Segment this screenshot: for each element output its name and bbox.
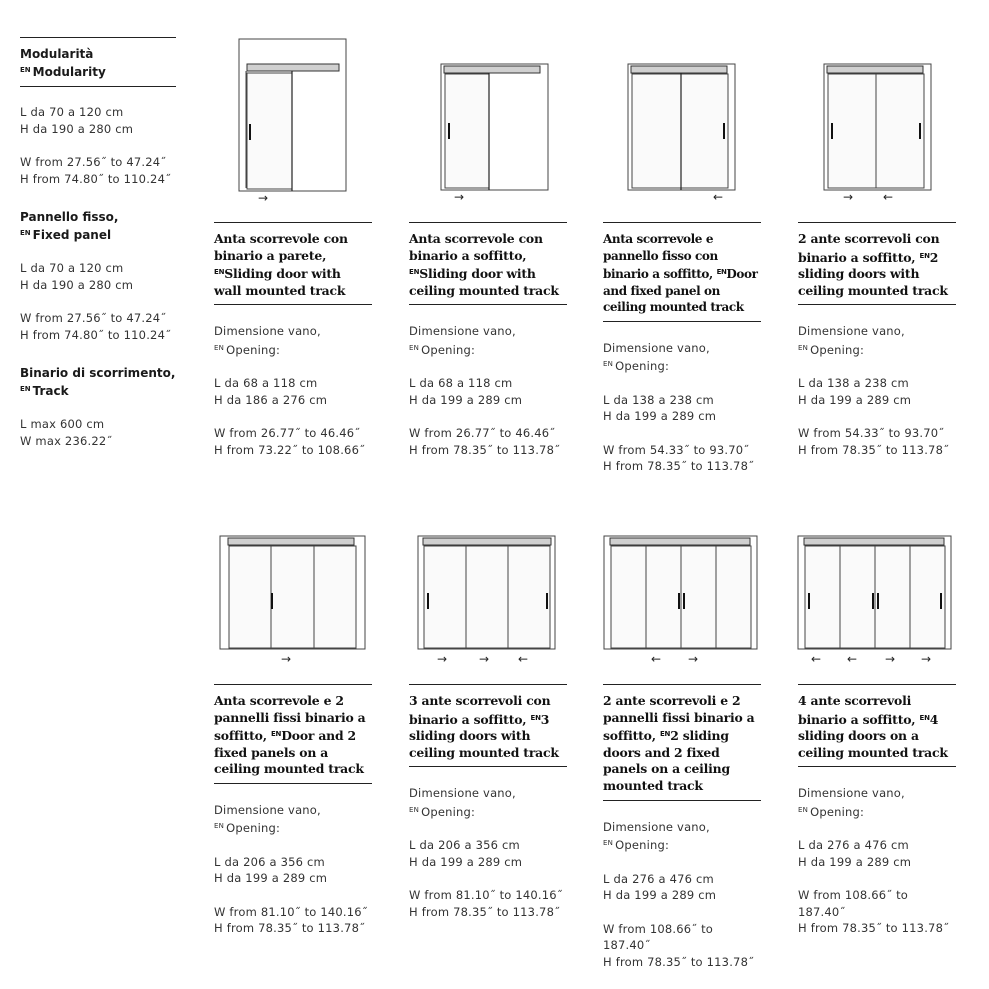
card-title-en: Door and fixed panel on ceiling mounted track — [603, 267, 758, 315]
card-title — [603, 231, 761, 316]
card-2-sliding-doors — [798, 222, 956, 458]
opening-label-en: Opening: — [421, 342, 476, 357]
opening-label-en: Opening: — [810, 342, 865, 357]
en-tag: EN — [919, 251, 930, 260]
modularity-w-in: W from 27.56˝ to 47.24˝ — [20, 155, 167, 169]
diagram-sliding-door-ceiling-track — [440, 63, 550, 208]
card-title-it: 3 ante scorrevoli con binario a soffitto, — [409, 693, 551, 727]
en-tag: EN — [603, 360, 614, 369]
opening-label-it: Dimensione vano, — [603, 819, 710, 834]
spec-w-in: W from 26.77˝ to 46.46˝ — [214, 426, 361, 441]
card-specs — [214, 802, 372, 937]
spec-h: H da 199 a 289 cm — [603, 409, 717, 424]
spec-h-in: H from 78.35˝ to 113.78˝ — [214, 921, 366, 936]
en-tag: EN — [798, 343, 809, 352]
card-4-sliding-doors — [798, 684, 956, 937]
card-title-it: Anta scorrevole e pannello fisso con binario a soffitto, — [603, 232, 718, 282]
spec-h: H da 199 a 289 cm — [214, 871, 328, 886]
track-w-in: W max 236.22˝ — [20, 433, 113, 448]
spec-w-in: W from 81.10˝ to 140.16˝ — [214, 904, 368, 919]
card-title-en: 2 sliding doors and 2 fixed panels on a ceiling mounted track — [603, 728, 730, 793]
track-l: L max 600 cm — [20, 417, 105, 431]
en-tag: EN — [214, 268, 225, 277]
card-title-en: Sliding door with ceiling mounted track — [409, 266, 559, 298]
direction-arrow: → — [479, 652, 490, 666]
en-tag: EN — [20, 229, 31, 237]
opening-label-en: Opening: — [226, 342, 281, 357]
opening-label-it: Dimensione vano, — [214, 802, 321, 817]
opening-label-en: Opening: — [421, 804, 476, 819]
card-title — [409, 231, 567, 299]
modularity-title-en: Modularity — [32, 65, 106, 79]
fixed-panel-h: H da 190 a 280 cm — [20, 277, 134, 292]
fixed-panel-specs — [20, 260, 176, 343]
direction-arrow: → — [437, 652, 448, 666]
spec-h-in: H from 78.35˝ to 113.78˝ — [798, 921, 950, 936]
opening-label-it: Dimensione vano, — [214, 324, 321, 339]
card-title-it: Anta scorrevole con binario a soffitto, — [409, 231, 543, 263]
diagram-2-sliding-doors-2-fixed-panels — [603, 535, 759, 667]
en-tag: EN — [214, 822, 225, 831]
modularity-specs — [20, 104, 176, 187]
fixed-panel-title-en: Fixed panel — [32, 228, 112, 242]
card-specs — [409, 785, 567, 920]
fixed-panel-title-it: Pannello fisso, — [20, 210, 119, 224]
spec-w-in: W from 81.10˝ to 140.16˝ — [409, 888, 563, 903]
modularity-h: H da 190 a 280 cm — [20, 121, 134, 136]
fixed-panel-w-in: W from 27.56˝ to 47.24˝ — [20, 311, 167, 325]
spec-l: L da 276 a 476 cm — [603, 871, 714, 886]
spec-h: H da 186 a 276 cm — [214, 392, 328, 407]
en-tag: EN — [798, 805, 809, 814]
spec-w-in: W from 54.33˝ to 93.70˝ — [798, 426, 945, 441]
spec-h: H da 199 a 289 cm — [409, 392, 523, 407]
en-tag: EN — [270, 730, 282, 739]
direction-arrow: → — [843, 190, 854, 204]
en-tag: EN — [214, 343, 225, 352]
opening-label-it: Dimensione vano, — [798, 324, 905, 339]
card-title-en: Sliding door with wall mounted track — [214, 266, 346, 298]
opening-label-en: Opening: — [226, 821, 281, 836]
fixed-panel-heading — [20, 209, 176, 243]
en-tag: EN — [716, 268, 727, 277]
card-title-it: Anta scorrevole con binario a parete, — [214, 231, 348, 263]
card-title — [214, 231, 372, 299]
modularity-rule — [20, 86, 176, 87]
card-specs — [798, 785, 956, 937]
track-title-it: Binario di scorrimento, — [20, 366, 176, 380]
sidebar-top-rule — [20, 37, 176, 38]
diagram-4-sliding-doors — [797, 535, 953, 667]
card-specs — [603, 340, 761, 475]
modularity-h-in: H from 74.80˝ to 110.24˝ — [20, 171, 172, 186]
direction-arrow: ← — [883, 190, 894, 204]
card-title-en: 3 sliding doors with ceiling mounted track — [409, 711, 559, 760]
spec-h-in: H from 78.35˝ to 113.78˝ — [409, 904, 561, 919]
en-tag: EN — [409, 268, 420, 277]
modularity-title-it: Modularità — [20, 47, 94, 61]
en-tag: EN — [659, 730, 671, 739]
spec-l: L da 138 a 238 cm — [798, 376, 909, 391]
spec-w-in: W from 26.77˝ to 46.46˝ — [409, 426, 556, 441]
spec-h-in: H from 78.35˝ to 113.78˝ — [603, 459, 755, 474]
spec-h: H da 199 a 289 cm — [798, 854, 912, 869]
card-title-en: Door and 2 fixed panels on a ceiling mounted track — [214, 728, 364, 777]
card-specs — [798, 323, 956, 458]
fixed-panel-l: L da 70 a 120 cm — [20, 261, 124, 275]
spec-l: L da 276 a 476 cm — [798, 838, 909, 853]
spec-h-in: H from 73.22˝ to 108.66˝ — [214, 442, 366, 457]
opening-label-it: Dimensione vano, — [603, 340, 710, 355]
opening-label-en: Opening: — [810, 804, 865, 819]
card-title-en: 4 sliding doors on a ceiling mounted track — [798, 711, 948, 760]
track-heading — [20, 365, 176, 399]
diagram-sliding-door-wall-track — [238, 38, 348, 208]
opening-label-en: Opening: — [615, 359, 670, 374]
card-door-and-2-fixed-panels — [214, 684, 372, 937]
diagram-3-sliding-doors — [417, 535, 557, 667]
en-tag: EN — [603, 839, 614, 848]
card-specs — [214, 323, 372, 458]
spec-l: L da 68 a 118 cm — [409, 376, 513, 391]
diagram-door-and-fixed-panel — [627, 63, 737, 208]
opening-label-it: Dimensione vano, — [798, 786, 905, 801]
spec-w-in: W from 54.33˝ to 93.70˝ — [603, 442, 750, 457]
sidebar — [20, 37, 176, 449]
card-title — [603, 693, 761, 795]
direction-arrow: ← — [651, 652, 662, 666]
direction-arrow: → — [688, 652, 699, 666]
en-tag: EN — [20, 66, 31, 74]
en-tag: EN — [409, 343, 420, 352]
card-specs — [409, 323, 567, 458]
direction-arrow: ← — [518, 652, 529, 666]
direction-arrow: → — [281, 652, 292, 666]
direction-arrow: → — [885, 652, 896, 666]
en-tag: EN — [409, 805, 420, 814]
en-tag: EN — [530, 713, 541, 722]
direction-arrow: ← — [713, 190, 724, 204]
spec-h-in: H from 78.35˝ to 113.78˝ — [409, 442, 561, 457]
card-sliding-door-ceiling-track — [409, 222, 567, 458]
spec-l: L da 206 a 356 cm — [214, 854, 325, 869]
opening-label-it: Dimensione vano, — [409, 786, 516, 801]
card-title — [798, 231, 956, 299]
spec-l: L da 138 a 238 cm — [603, 392, 714, 407]
card-sliding-door-wall-track — [214, 222, 372, 458]
en-tag: EN — [20, 385, 31, 393]
diagram-door-and-2-fixed-panels — [219, 535, 367, 667]
card-title-it: 4 ante scorrevoli binario a soffitto, — [798, 693, 916, 727]
modularity-l: L da 70 a 120 cm — [20, 105, 124, 119]
spec-h-in: H from 78.35˝ to 113.78˝ — [603, 954, 755, 969]
fixed-panel-h-in: H from 74.80˝ to 110.24˝ — [20, 327, 172, 342]
track-title-en: Track — [32, 384, 69, 398]
spec-w-in: W from 108.66˝ to 187.40˝ — [603, 921, 714, 953]
spec-l: L da 68 a 118 cm — [214, 376, 318, 391]
track-specs — [20, 416, 176, 449]
card-title-en: 2 sliding doors with ceiling mounted track — [798, 249, 948, 298]
card-title — [798, 693, 956, 761]
en-tag: EN — [919, 713, 930, 722]
card-title-it: 2 ante scorrevoli e 2 pannelli fissi binario a soffitto, — [603, 693, 755, 744]
direction-arrow: → — [921, 652, 932, 666]
opening-label-it: Dimensione vano, — [409, 324, 516, 339]
direction-arrow: ← — [811, 652, 822, 666]
card-specs — [603, 819, 761, 971]
card-2-sliding-doors-2-fixed-panels — [603, 684, 761, 970]
spec-h: H da 199 a 289 cm — [603, 888, 717, 903]
diagram-2-sliding-doors — [823, 63, 933, 208]
spec-w-in: W from 108.66˝ to 187.40˝ — [798, 888, 909, 919]
card-title-it: 2 ante scorrevoli con binario a soffitto, — [798, 231, 940, 265]
spec-h: H da 199 a 289 cm — [409, 854, 523, 869]
direction-arrow: → — [258, 191, 269, 205]
direction-arrow: → — [454, 190, 465, 204]
direction-arrow: ← — [847, 652, 858, 666]
card-title — [409, 693, 567, 761]
opening-label-en: Opening: — [615, 838, 670, 853]
modularity-heading — [20, 46, 176, 80]
spec-h: H da 199 a 289 cm — [798, 392, 912, 407]
spec-l: L da 206 a 356 cm — [409, 838, 520, 853]
spec-h-in: H from 78.35˝ to 113.78˝ — [798, 442, 950, 457]
card-3-sliding-doors — [409, 684, 567, 920]
card-title-it: Anta scorrevole e 2 pannelli fissi binario a soffitto, — [214, 693, 366, 744]
card-title — [214, 693, 372, 778]
card-door-and-fixed-panel — [603, 222, 761, 475]
